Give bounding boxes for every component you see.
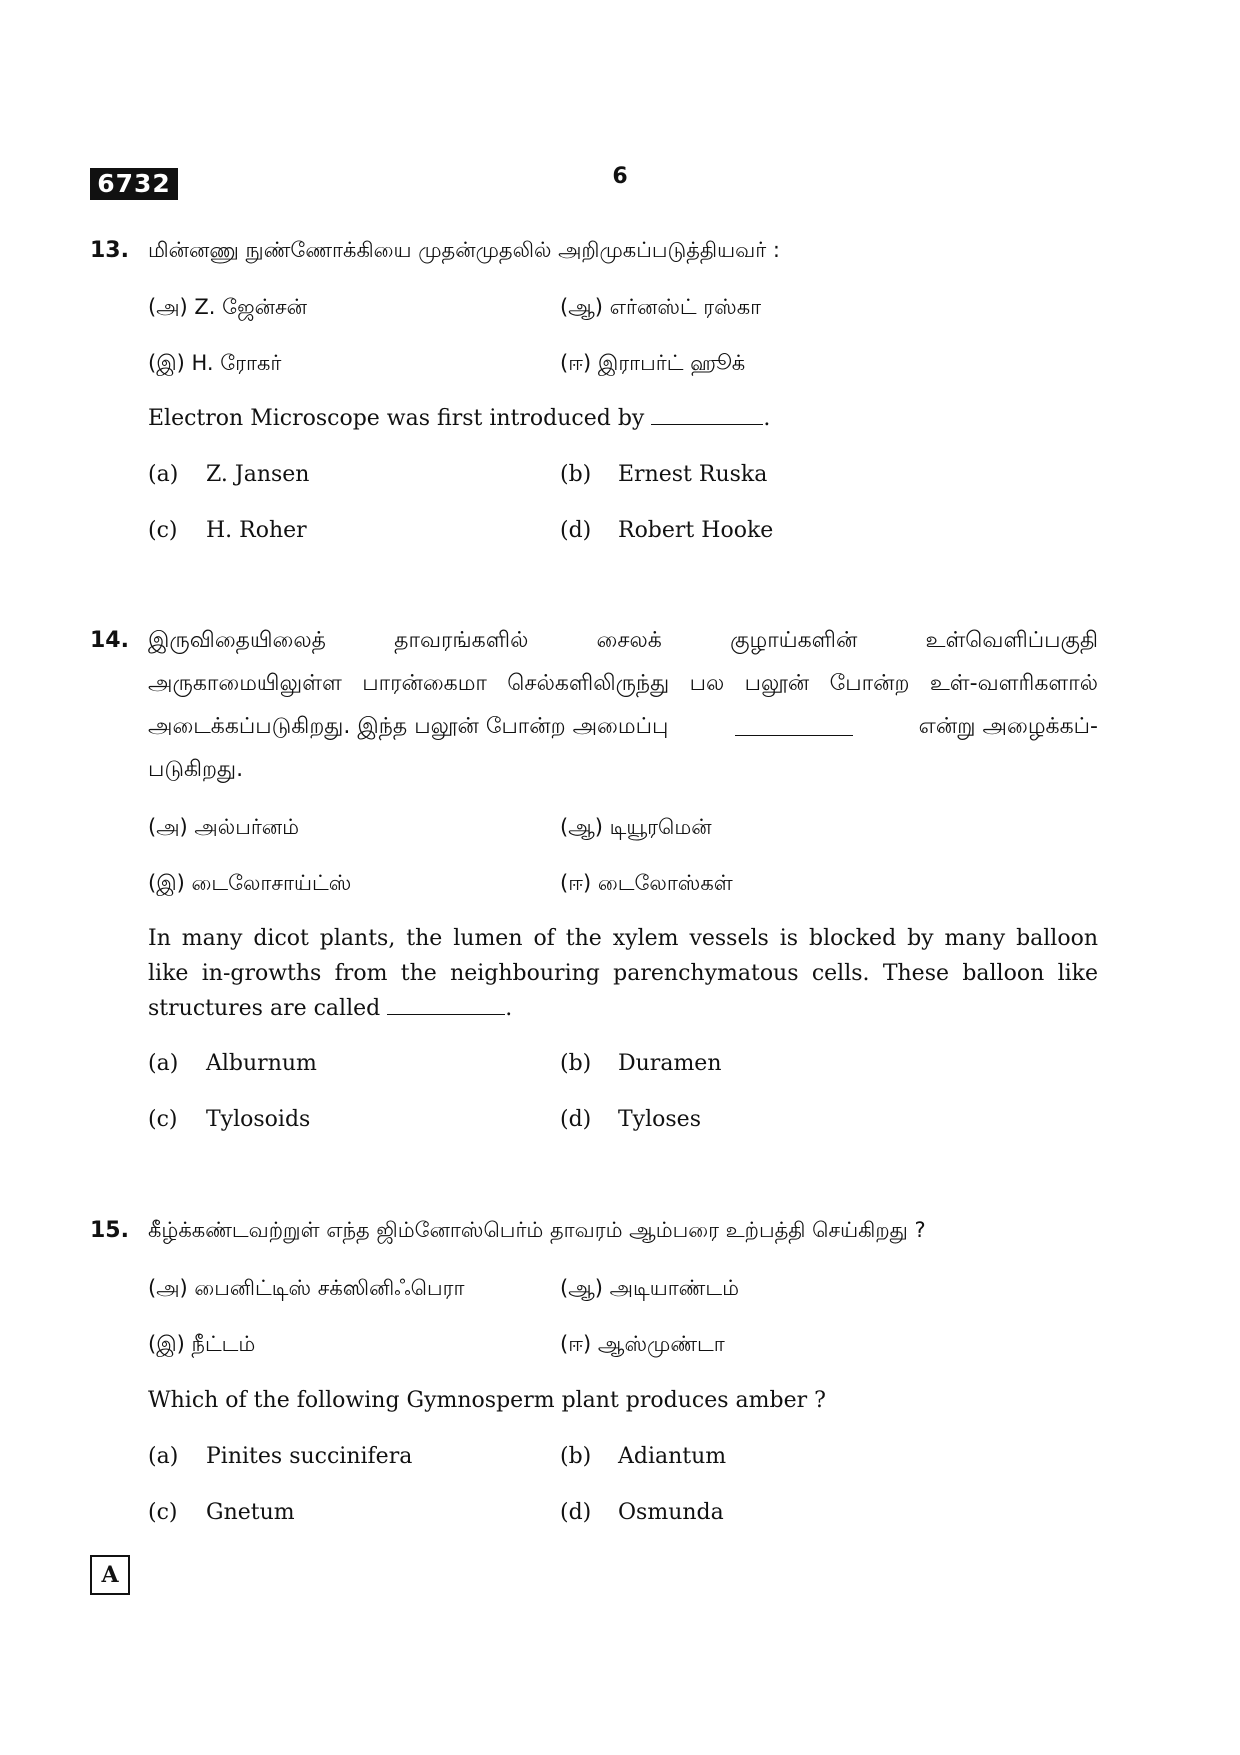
paper-code-badge: 6732 <box>90 168 178 200</box>
option-tamil: (ஆ) அடியாண்டம் <box>560 1276 740 1300</box>
option-english: (a) Pinites succinifera <box>148 1444 413 1469</box>
question-14-tamil-line: அடைக்கப்படுகிறது. இந்த பலூன் போன்ற அமைப்பு என்று அழைக்கப்- <box>148 714 1098 739</box>
question-14-tamil-line: அருகாமையிலுள்ள பாரன்கைமா செல்களிலிருந்து பல பலூன் போன்ற உள்-வளரிகளால் <box>148 671 1098 696</box>
option-english: (b) Adiantum <box>560 1444 727 1469</box>
question-14-tamil-line: இருவிதையிலைத் தாவரங்களில் சைலக் குழாய்களின் உள்வெளிப்பகுதி <box>148 628 1098 653</box>
option-tamil: (ஈ) இராபர்ட் ஹூக் <box>560 351 746 375</box>
option-english: (d) Tyloses <box>560 1107 701 1132</box>
question-number: 13. <box>90 238 129 263</box>
question-13-tamil: மின்னணு நுண்ணோக்கியை முதன்முதலில் அறிமுகப்படுத்தியவர் : <box>148 238 780 262</box>
option-tamil: (அ) பைனிட்டிஸ் சக்ஸினிஃபெரா <box>148 1276 465 1300</box>
question-number: 14. <box>90 628 129 653</box>
option-english: (a) Alburnum <box>148 1051 317 1076</box>
page-number: 6 <box>612 164 628 189</box>
question-14-english-line: In many dicot plants, the lumen of the xylem vessels is blocked by many balloon <box>148 926 1098 951</box>
question-14-english-line: structures are called . <box>148 996 513 1021</box>
option-english: (b) Duramen <box>560 1051 722 1076</box>
option-tamil: (ஈ) ஆஸ்முண்டா <box>560 1332 725 1356</box>
option-tamil: (ஈ) டைலோஸ்கள் <box>560 871 733 895</box>
booklet-series-box: A <box>90 1555 130 1595</box>
option-english: (c) Tylosoids <box>148 1107 311 1132</box>
question-15-tamil: கீழ்க்கண்டவற்றுள் எந்த ஜிம்னோஸ்பெர்ம் தாவரம் ஆம்பரை உற்பத்தி செய்கிறது ? <box>148 1218 926 1242</box>
question-13-english: Electron Microscope was first introduced by . <box>148 406 771 431</box>
option-english: (d) Robert Hooke <box>560 518 774 543</box>
question-14-tamil-line: படுகிறது. <box>148 757 244 782</box>
option-tamil: (இ) நீட்டம் <box>148 1332 256 1356</box>
option-english: (d) Osmunda <box>560 1500 724 1525</box>
question-14-english-line: like in-growths from the neighbouring parenchymatous cells. These balloon like <box>148 961 1098 986</box>
option-english: (c) Gnetum <box>148 1500 295 1525</box>
question-15-english: Which of the following Gymnosperm plant produces amber ? <box>148 1388 826 1413</box>
option-tamil: (இ) H. ரோகர் <box>148 351 282 375</box>
option-tamil: (ஆ) டியூரமென் <box>560 815 712 839</box>
option-tamil: (ஆ) எர்னஸ்ட் ரஸ்கா <box>560 295 762 319</box>
question-number: 15. <box>90 1218 129 1243</box>
option-english: (b) Ernest Ruska <box>560 462 768 487</box>
option-english: (a) Z. Jansen <box>148 462 310 487</box>
option-tamil: (இ) டைலோசாய்ட்ஸ் <box>148 871 352 895</box>
option-tamil: (அ) Z. ஜேன்சன் <box>148 295 307 319</box>
option-tamil: (அ) அல்பர்னம் <box>148 815 300 839</box>
option-english: (c) H. Roher <box>148 518 307 543</box>
